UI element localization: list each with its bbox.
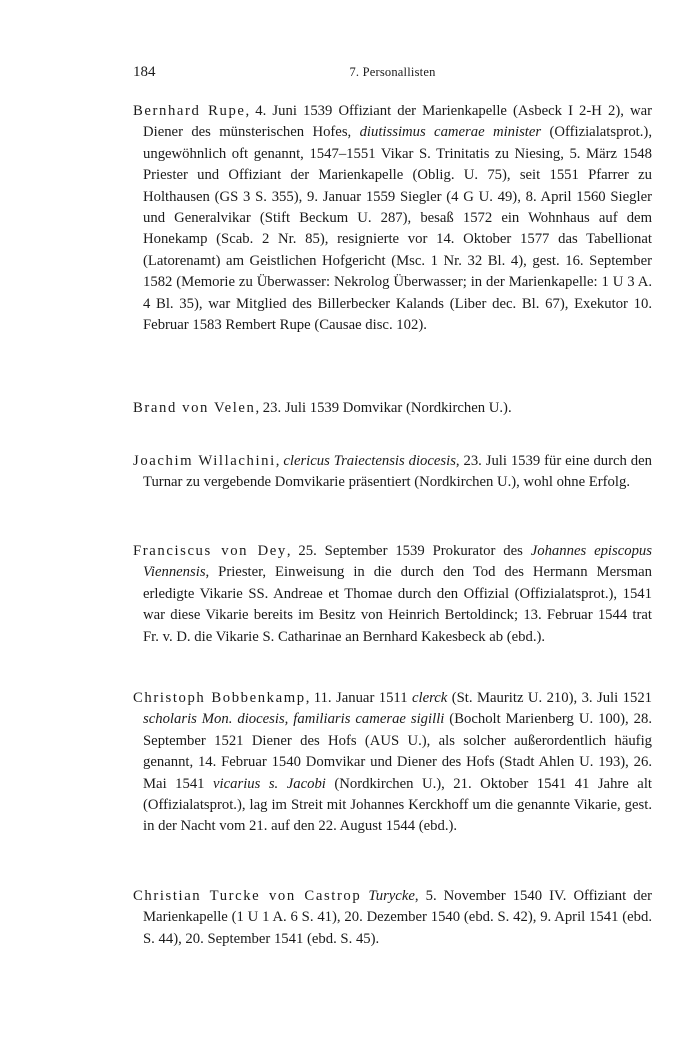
entry-name: Joachim Willachini bbox=[133, 453, 276, 469]
entry-name: Bernhard Rupe bbox=[133, 103, 246, 119]
page-number: 184 bbox=[133, 64, 156, 80]
entry-text: (Nordkirchen U.), 21. Oktober 1541 41 Jahre alt (Offizialatsprot.), lag im Streit mit Johannes Kerckhoff um die genannte Vikarie, gest. in der Nacht vom 21. auf den 22. August 1544 (ebd.). bbox=[143, 775, 652, 835]
entry-italic-text: clericus Traiectensis diocesis bbox=[283, 453, 456, 469]
entry-text: , 23. Juli 1539 Domvikar (Nordkirchen U.). bbox=[255, 400, 512, 416]
entry-text: (St. Mauritz U. 210), 3. Juli 1521 bbox=[447, 690, 653, 706]
entry-christian-turcke bbox=[133, 886, 652, 950]
entry-text: , 25. September 1539 Prokurator des bbox=[286, 543, 531, 559]
entry-text: , 23. Juli 1539 für eine durch den Turnar zu vergebende Domvikarie präsentiert (Nordkirchen U.), wohl ohne Erfolg. bbox=[143, 453, 652, 491]
entry-name: Christian Turcke von Castrop bbox=[133, 888, 362, 904]
entry-italic-text: Johannes episcopus Viennensis bbox=[143, 543, 652, 581]
entry-joachim-willachini bbox=[133, 451, 652, 494]
entry-name: Christoph Bobbenkamp bbox=[133, 690, 306, 706]
entry-text: , 5. November 1540 IV. Offiziant der Marienkapelle (1 U 1 A. 6 S. 41), 20. Dezember 1540 (ebd. S. 42), 9. April 1541 (ebd. S. 44), 20. September 1541 (ebd. S. 45). bbox=[143, 888, 652, 947]
entry-italic-text: vicarius s. Jacobi bbox=[213, 775, 326, 792]
page-header bbox=[133, 64, 652, 84]
entry-italic-text: clerck bbox=[412, 690, 448, 706]
entry-text: , bbox=[275, 453, 284, 469]
entry-brand-von-velen bbox=[133, 398, 652, 419]
entry-text: , 4. Juni 1539 Offiziant der Marienkapelle (Asbeck I 2-H 2), war Diener des münsterischen Hofes, bbox=[143, 103, 652, 141]
entry-italic-text: scholaris Mon. diocesis, familiaris camerae sigilli bbox=[143, 711, 445, 728]
entry-name: Franciscus von Dey bbox=[133, 543, 287, 559]
entry-franciscus-von-dey bbox=[133, 541, 652, 648]
entry-italic-text: diutissimus camerae minister bbox=[359, 124, 542, 141]
entry-text: (Bocholt Marienberg U. 100), 28. September 1521 Diener des Hofs (AUS U.), als solcher außerordentlich häufig genannt, 14. Februar 1540 Domvikar und Diener des Hofs (Stadt Ahlen U. 193), 26. Mai 1541 bbox=[143, 711, 652, 792]
entry-christoph-bobbenkamp bbox=[133, 688, 652, 838]
entry-text: , 11. Januar 1511 bbox=[305, 690, 412, 706]
entry-bernhard-rupe bbox=[133, 101, 652, 336]
entry-name: Brand von Velen bbox=[133, 400, 256, 416]
entry-text: (Offizialatsprot.), ungewöhnlich oft genannt, 1547–1551 Vikar S. Trinitatis zu Niesing, 5. März 1548 Priester und Offiziant der Marienkapelle (Oblig. U. 75), seit 1551 Pfarrer zu Holthausen (GS 3 S. 355), 9. Januar 1559 Siegler (4 G U. 49), 8. April 1560 Siegler und Generalvikar (Stift Beckum U. 287), besaß 1572 ein Wohnhaus auf dem Honekamp (Scab. 2 Nr. 85), resignierte vor 14. Oktober 1577 das Tabellionat (Latorenamt) am Geistlichen Hofgericht (Msc. 1 Nr. 32 Bl. 4), gest. 16. September 1582 (Memorie zu Überwasser: Nekrolog Überwasser; in der Marienkapelle: 1 U 3 A. 4 Bl. 35), war Mitglied des Billerbecker Kalands (Liber dec. Bl. 67), Exekutor 10. Februar 1583 Rembert Rupe (Causae disc. 102). bbox=[143, 124, 652, 334]
entry-text: , Priester, Einweisung in die durch den Tod des Hermann Mersman erledigte Vikarie SS. Andreae et Thomae durch den Offizial (Offizialatsprot.), 1541 war diese Vikarie bereits im Besitz von Heinrich Bertoldinck; 13. Februar 1544 trat Fr. v. D. die Vikarie S. Catharinae an Bernhard Kakesbeck ab (ebd.). bbox=[143, 564, 652, 645]
running-head: 7. Personallisten bbox=[349, 65, 436, 79]
entry-italic-text: Turycke bbox=[368, 888, 415, 904]
